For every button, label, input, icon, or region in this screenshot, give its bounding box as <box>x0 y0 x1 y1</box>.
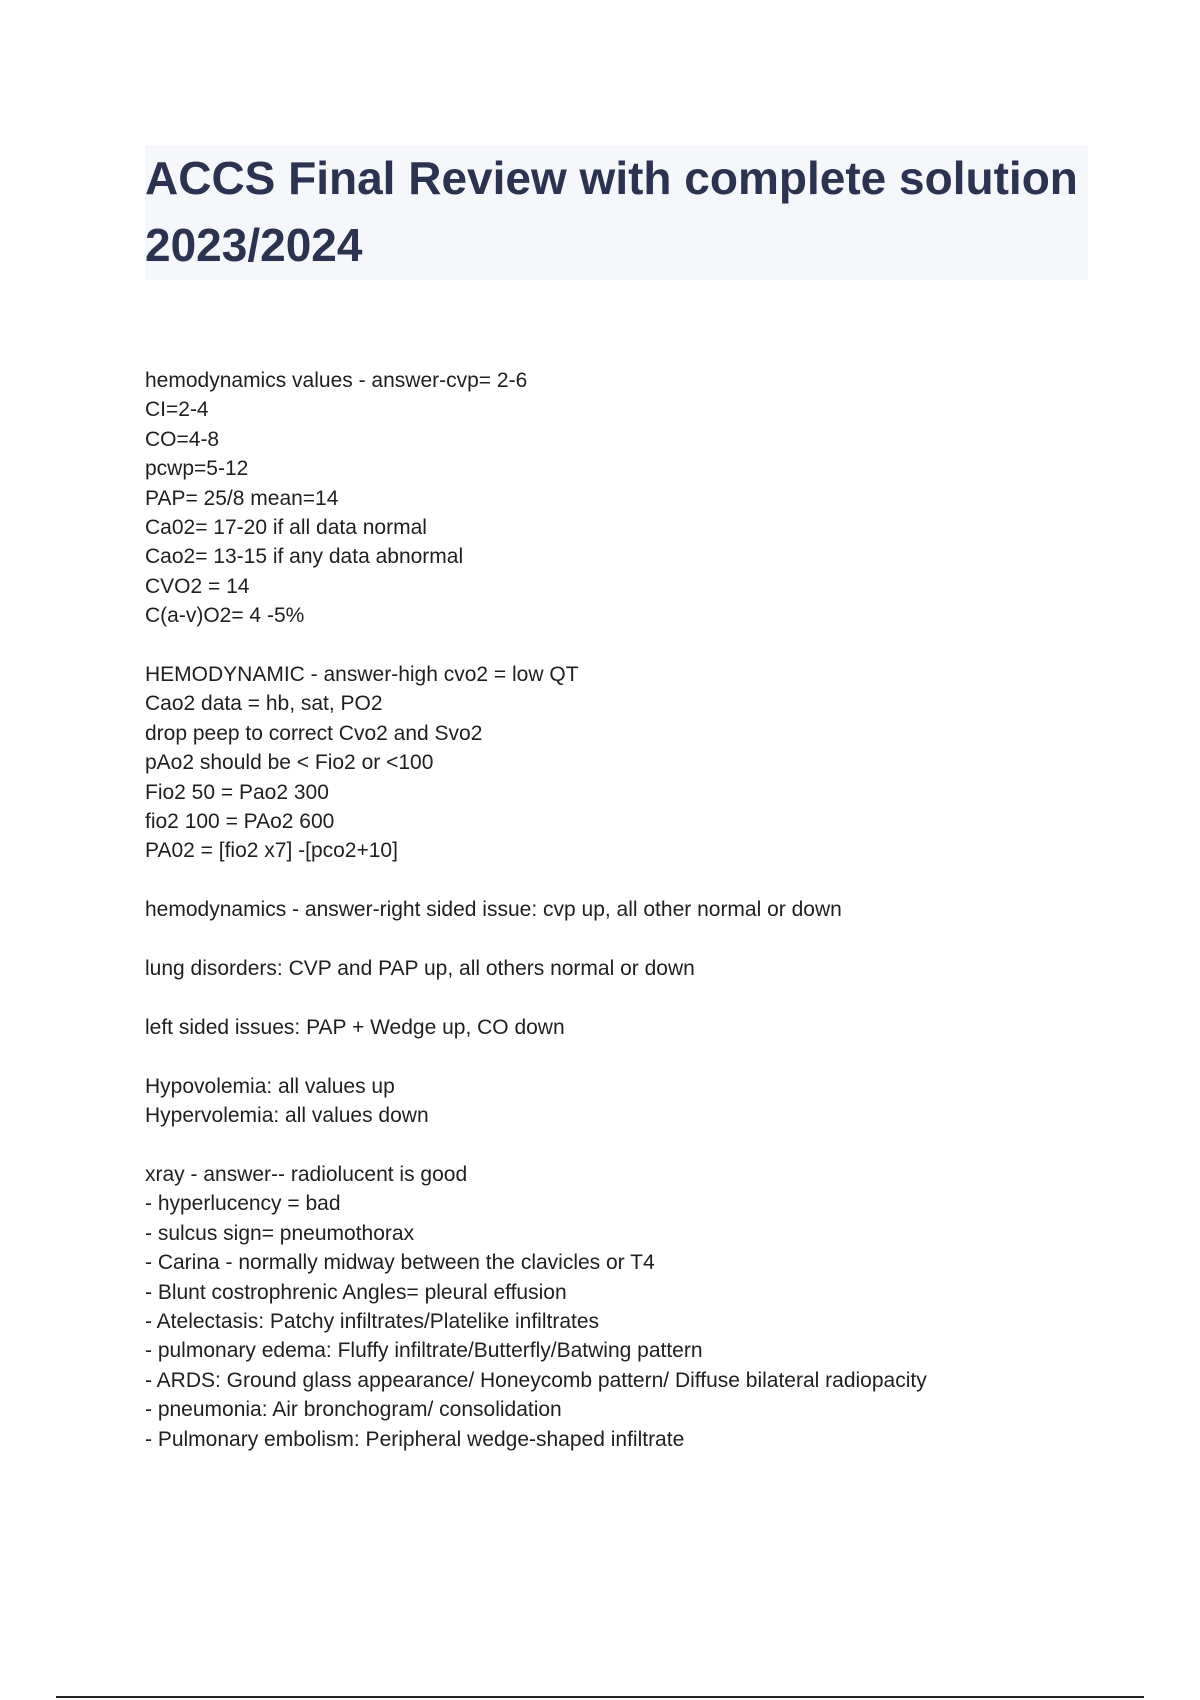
text-line: CI=2-4 <box>145 398 209 422</box>
text-line: fio2 100 = PAo2 600 <box>145 810 335 834</box>
text-block <box>145 1013 1105 1042</box>
text-block <box>145 1072 1105 1131</box>
text-line: - Pulmonary embolism: Peripheral wedge-shaped infiltrate <box>145 1427 685 1451</box>
text-line: - Carina - normally midway between the clavicles or T4 <box>145 1251 655 1275</box>
text-block <box>145 1160 1105 1454</box>
text-line: PA02 = [fio2 x7] -[pco2+10] <box>145 839 398 863</box>
text-block <box>145 660 1105 866</box>
text-line: hemodynamics values - answer-cvp= 2-6 <box>145 369 528 392</box>
text-line: left sided issues: PAP + Wedge up, CO down <box>145 1015 565 1039</box>
text-line: pAo2 should be < Fio2 or <100 <box>145 751 434 775</box>
document-title <box>145 145 1088 280</box>
text-block <box>145 895 1105 924</box>
text-line: Cao2= 13-15 if any data abnormal <box>145 545 464 569</box>
text-block <box>145 954 1105 983</box>
text-line: - hyperlucency = bad <box>145 1192 341 1216</box>
text-line: - pneumonia: Air bronchogram/ consolidation <box>145 1398 562 1422</box>
footer-divider <box>56 1696 1144 1698</box>
text-line: - pulmonary edema: Fluffy infiltrate/Butterfly/Batwing pattern <box>145 1339 703 1363</box>
text-line: Ca02= 17-20 if all data normal <box>145 516 427 540</box>
text-line: - Atelectasis: Patchy infiltrates/Platelike infiltrates <box>145 1309 600 1333</box>
text-line: - Blunt costrophrenic Angles= pleural effusion <box>145 1280 567 1304</box>
text-line: pcwp=5-12 <box>145 457 249 481</box>
text-line: Hypervolemia: all values down <box>145 1104 429 1128</box>
title-line-1: ACCS Final Review with complete solution <box>145 152 1078 204</box>
text-line: hemodynamics - answer-right sided issue: cvp up, all other normal or down <box>145 898 842 922</box>
text-line: Fio2 50 = Pao2 300 <box>145 780 329 804</box>
text-line: lung disorders: CVP and PAP up, all others normal or down <box>145 957 695 981</box>
text-line: xray - answer-- radiolucent is good <box>145 1162 468 1186</box>
text-line: Cao2 data = hb, sat, PO2 <box>145 692 383 716</box>
text-line: Hypovolemia: all values up <box>145 1074 395 1098</box>
title-line-2: 2023/2024 <box>145 219 363 271</box>
text-line: CVO2 = 14 <box>145 574 250 598</box>
text-line: C(a-v)O2= 4 -5% <box>145 604 305 628</box>
text-line: CO=4-8 <box>145 427 220 451</box>
text-line: - sulcus sign= pneumothorax <box>145 1221 415 1245</box>
text-block <box>145 366 1105 631</box>
text-line: PAP= 25/8 mean=14 <box>145 486 339 510</box>
document-body <box>145 366 1105 1483</box>
text-line: drop peep to correct Cvo2 and Svo2 <box>145 721 483 745</box>
text-line: - ARDS: Ground glass appearance/ Honeycomb pattern/ Diffuse bilateral radiopacity <box>145 1368 927 1392</box>
text-line: HEMODYNAMIC - answer-high cvo2 = low QT <box>145 663 579 687</box>
